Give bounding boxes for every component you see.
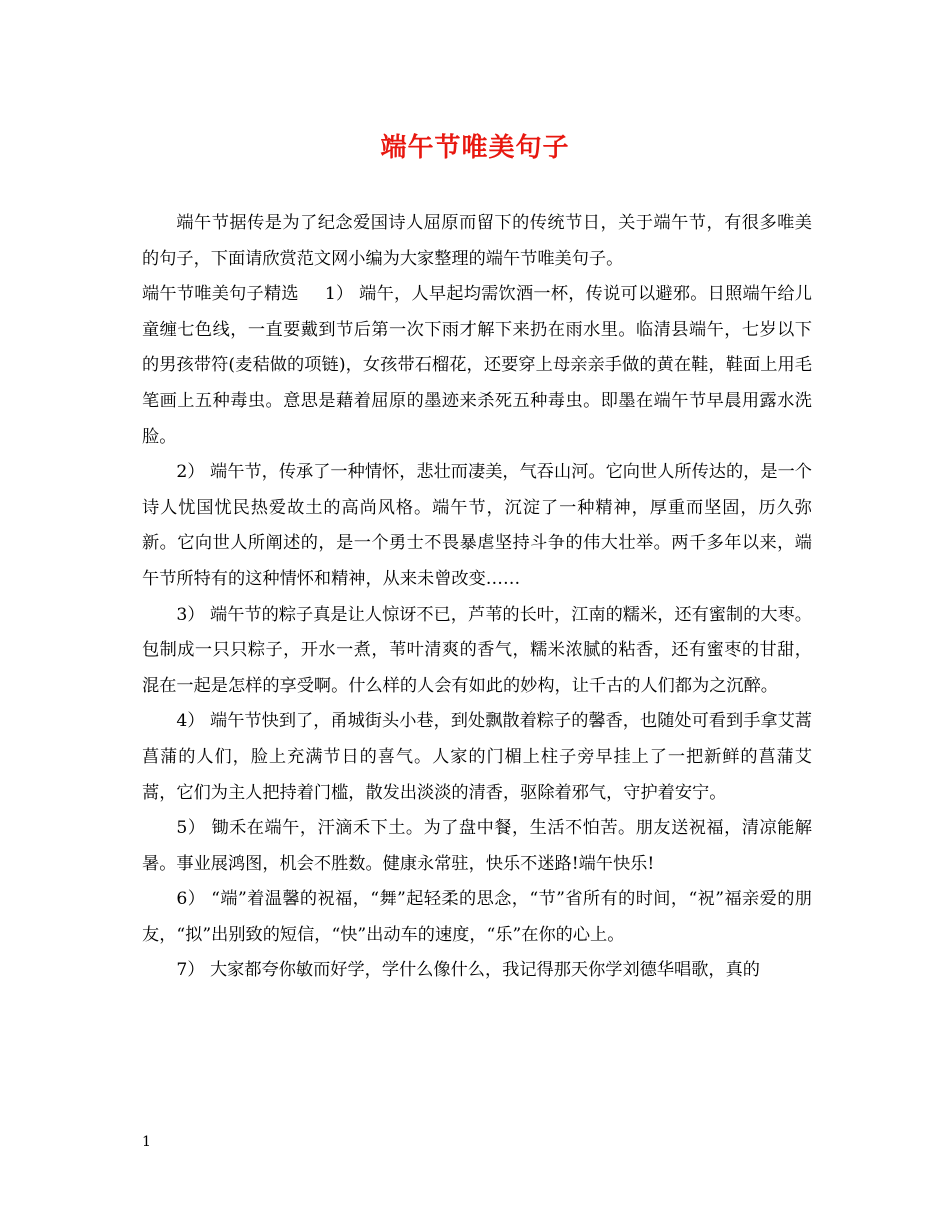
document-body [142,206,812,989]
paragraph-3: 3） 端午节的粽子真是让人惊讶不已，芦苇的长叶，江南的糯米，还有蜜制的大枣。包制成一只只粽子，开水一煮，苇叶清爽的香气，糯米浓腻的粘香，还有蜜枣的甘甜，混在一起是怎样的享受啊。什么样的人会有如此的妙构，让千古的人们都为之沉醉。 [142,604,812,696]
document-title: 端午节唯美句子 [380,133,570,163]
section-heading: 端午节唯美句子精选 [142,284,299,305]
paragraph-4: 4） 端午节快到了，甬城街头小巷，到处飘散着粽子的馨香，也随处可看到手拿艾蒿菖蒲的人们，脸上充满节日的喜气。人家的门楣上柱子旁早挂上了一把新鲜的菖蒲艾蒿，它们为主人把持着门槛，散发出淡淡的清香，驱除着邪气，守护着安宁。 [142,711,812,803]
intro-paragraph: 端午节据传是为了纪念爱国诗人屈原而留下的传统节日，关于端午节，有很多唯美的句子，下面请欣赏范文网小编为大家整理的端午节唯美句子。 [142,213,812,269]
page-number: 1 [142,1134,151,1150]
paragraph-7: 7） 大家都夸你敏而好学，学什么像什么，我记得那天你学刘德华唱歌，真的 [176,960,760,981]
paragraph-1 [142,277,812,455]
paragraph-5: 5） 锄禾在端午，汗滴禾下土。为了盘中餐，生活不怕苦。朋友送祝福，清凉能解暑。事业展鸿图，机会不胜数。健康永常驻，快乐不迷路!端午快乐! [142,818,812,874]
paragraph-6: 6） “端”着温馨的祝福，“舞”起轻柔的思念，“节”省所有的时间，“祝”福亲爱的朋友，“拟”出别致的短信，“快”出动车的速度，“乐”在你的心上。 [142,889,812,945]
paragraph-2: 2） 端午节，传承了一种情怀，悲壮而凄美，气吞山河。它向世人所传达的，是一个诗人忧国忧民热爱故土的高尚风格。端午节，沉淀了一种精神，厚重而坚固，历久弥新。它向世人所阐述的，是一个勇士不畏暴虐坚持斗争的伟大壮举。两千多年以来，端午节所特有的这种情怀和精神，从来未曾改变…… [142,462,812,589]
paragraph-1-text: 1） 端午，人早起均需饮酒一杯，传说可以避邪。日照端午给儿童缠七色线，一直要戴到节后第一次下雨才解下来扔在雨水里。临清县端午，七岁以下的男孩带符(麦秸做的项链)，女孩带石榴花，还要穿上母亲亲手做的黄在鞋，鞋面上用毛笔画上五种毒虫。意思是藉着屈原的墨迹来杀死五种毒虫。即墨在端午节早晨用露水洗脸。 [142,284,812,447]
